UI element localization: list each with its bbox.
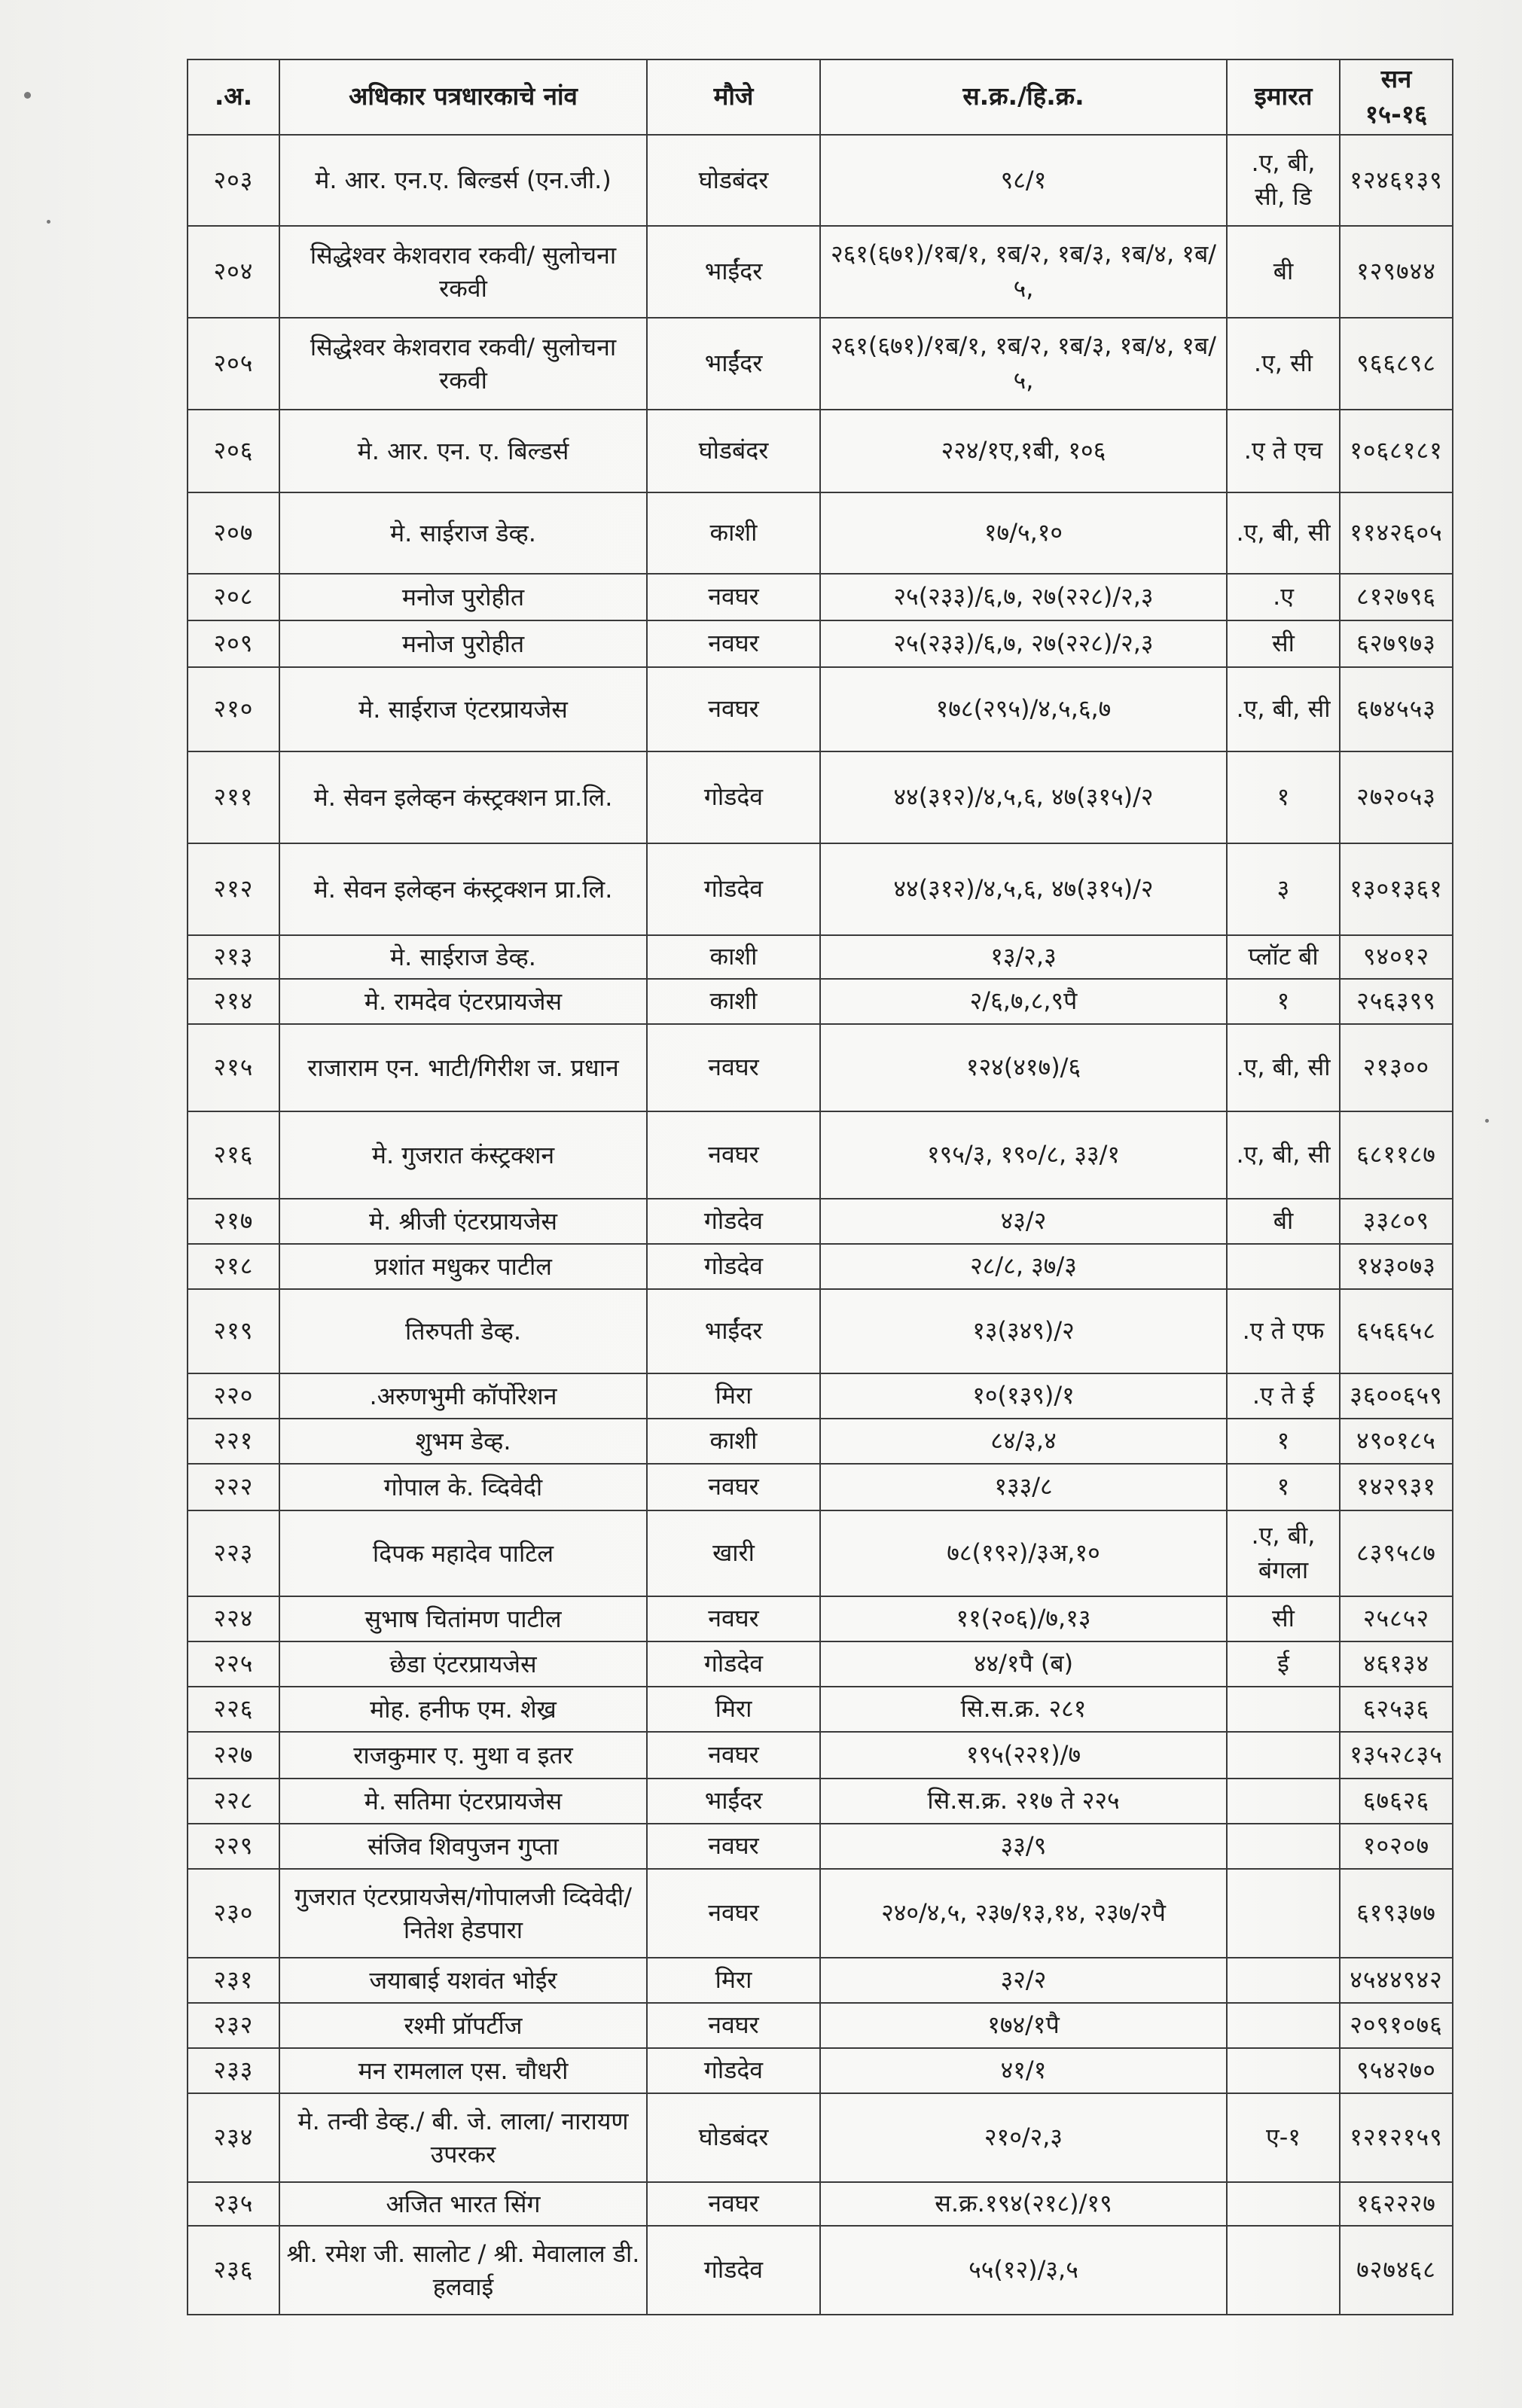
cell-building: १ bbox=[1227, 1419, 1340, 1464]
cell-serial: २१९ bbox=[188, 1289, 279, 1373]
cell-year-value: २७२०५३ bbox=[1340, 751, 1453, 843]
cell-building: १ bbox=[1227, 1464, 1340, 1510]
header-holder-name: अधिकार पत्रधारकाचे नांव bbox=[279, 59, 647, 135]
cell-holder-name: मोह. हनीफ एम. शेख्र bbox=[279, 1687, 647, 1732]
cell-survey-number: ३३/९ bbox=[820, 1824, 1227, 1869]
table-row bbox=[188, 1244, 1453, 1289]
cell-holder-name: मे. श्रीजी एंटरप्रायजेस bbox=[279, 1199, 647, 1244]
table-row bbox=[188, 226, 1453, 318]
cell-village: घोडबंदर bbox=[647, 410, 820, 492]
table-row bbox=[188, 1641, 1453, 1687]
cell-year-value: २५८५२ bbox=[1340, 1596, 1453, 1641]
table-row bbox=[188, 1958, 1453, 2003]
cell-village: काशी bbox=[647, 979, 820, 1024]
cell-year-value: २०९१०७६ bbox=[1340, 2003, 1453, 2048]
cell-survey-number: १३(३४९)/२ bbox=[820, 1289, 1227, 1373]
cell-year-value: ९५४२७० bbox=[1340, 2048, 1453, 2093]
cell-holder-name: गुजरात एंटरप्रायजेस/गोपालजी व्दिवेदी/नितेश हेडपारा bbox=[279, 1869, 647, 1958]
cell-survey-number: ४४(३१२)/४,५,६, ४७(३१५)/२ bbox=[820, 843, 1227, 935]
cell-building: सी bbox=[1227, 620, 1340, 667]
cell-building bbox=[1227, 2226, 1340, 2315]
cell-survey-number: १७८(२९५)/४,५,६,७ bbox=[820, 667, 1227, 751]
cell-survey-number: १३३/८ bbox=[820, 1464, 1227, 1510]
cell-holder-name: मे. साईराज डेव्ह. bbox=[279, 492, 647, 574]
cell-survey-number: १९५/३, १९०/८, ३३/१ bbox=[820, 1111, 1227, 1199]
cell-building bbox=[1227, 2182, 1340, 2226]
cell-holder-name: जयाबाई यशवंत भोईर bbox=[279, 1958, 647, 2003]
cell-building: .ए ते एफ bbox=[1227, 1289, 1340, 1373]
cell-survey-number: सि.स.क्र. २८१ bbox=[820, 1687, 1227, 1732]
table-row bbox=[188, 1824, 1453, 1869]
cell-building: बी bbox=[1227, 1199, 1340, 1244]
cell-holder-name: .अरुणभुमी कॉर्पोरेशन bbox=[279, 1373, 647, 1419]
cell-year-value: ६१९३७७ bbox=[1340, 1869, 1453, 1958]
cell-year-value: १४२९३१ bbox=[1340, 1464, 1453, 1510]
cell-serial: २१७ bbox=[188, 1199, 279, 1244]
cell-serial: २०६ bbox=[188, 410, 279, 492]
cell-holder-name: संजिव शिवपुजन गुप्ता bbox=[279, 1824, 647, 1869]
table-row bbox=[188, 2182, 1453, 2226]
cell-building bbox=[1227, 1244, 1340, 1289]
cell-survey-number: ८४/३,४ bbox=[820, 1419, 1227, 1464]
cell-building: ई bbox=[1227, 1641, 1340, 1687]
permission-holders-table bbox=[187, 59, 1453, 2315]
cell-serial: २३५ bbox=[188, 2182, 279, 2226]
table-row bbox=[188, 574, 1453, 620]
cell-holder-name: मे. आर. एन.ए. बिल्डर्स (एन.जी.) bbox=[279, 135, 647, 226]
table-row bbox=[188, 1687, 1453, 1732]
cell-serial: २०८ bbox=[188, 574, 279, 620]
table-row bbox=[188, 1111, 1453, 1199]
cell-building: .ए, बी, सी bbox=[1227, 492, 1340, 574]
cell-survey-number: २२४/१ए,१बी, १०६ bbox=[820, 410, 1227, 492]
cell-year-value: १२४६१३९ bbox=[1340, 135, 1453, 226]
cell-building: .ए ते एच bbox=[1227, 410, 1340, 492]
cell-building: .ए, बी, सी bbox=[1227, 1024, 1340, 1111]
cell-building: ३ bbox=[1227, 843, 1340, 935]
table-row bbox=[188, 843, 1453, 935]
table-row bbox=[188, 1373, 1453, 1419]
cell-survey-number: १७४/१पै bbox=[820, 2003, 1227, 2048]
cell-holder-name: श्री. रमेश जी. सालोट / श्री. मेवालाल डी. हलवाई bbox=[279, 2226, 647, 2315]
table-row bbox=[188, 1024, 1453, 1111]
cell-village: नवघर bbox=[647, 2003, 820, 2048]
cell-serial: २१८ bbox=[188, 1244, 279, 1289]
header-row bbox=[188, 59, 1453, 135]
cell-village: नवघर bbox=[647, 2182, 820, 2226]
table-row bbox=[188, 2048, 1453, 2093]
cell-holder-name: मे. सेवन इलेव्हन कंस्ट्रक्शन प्रा.लि. bbox=[279, 843, 647, 935]
cell-survey-number: सि.स.क्र. २१७ ते २२५ bbox=[820, 1779, 1227, 1824]
cell-holder-name: मे. साईराज एंटरप्रायजेस bbox=[279, 667, 647, 751]
cell-village: नवघर bbox=[647, 1824, 820, 1869]
cell-building: .ए, बी, बंगला bbox=[1227, 1510, 1340, 1596]
table-row bbox=[188, 135, 1453, 226]
cell-serial: २०७ bbox=[188, 492, 279, 574]
cell-serial: २१३ bbox=[188, 935, 279, 979]
cell-holder-name: मे. सेवन इलेव्हन कंस्ट्रक्शन प्रा.लि. bbox=[279, 751, 647, 843]
cell-year-value: १६२२२७ bbox=[1340, 2182, 1453, 2226]
cell-building bbox=[1227, 1824, 1340, 1869]
cell-building: प्लॉट बी bbox=[1227, 935, 1340, 979]
cell-survey-number: ४१/१ bbox=[820, 2048, 1227, 2093]
cell-year-value: २५६३९९ bbox=[1340, 979, 1453, 1024]
cell-serial: २०९ bbox=[188, 620, 279, 667]
cell-holder-name: राजकुमार ए. मुथा व इतर bbox=[279, 1732, 647, 1779]
table-row bbox=[188, 492, 1453, 574]
cell-serial: २२५ bbox=[188, 1641, 279, 1687]
cell-holder-name: मे. आर. एन. ए. बिल्डर्स bbox=[279, 410, 647, 492]
cell-building: .ए, बी, सी bbox=[1227, 667, 1340, 751]
cell-survey-number: स.क्र.१९४(२१८)/१९ bbox=[820, 2182, 1227, 2226]
cell-serial: २१५ bbox=[188, 1024, 279, 1111]
cell-survey-number: ५५(१२)/३,५ bbox=[820, 2226, 1227, 2315]
scan-speck bbox=[47, 220, 50, 224]
cell-village: घोडबंदर bbox=[647, 2093, 820, 2182]
cell-serial: २२८ bbox=[188, 1779, 279, 1824]
cell-year-value: १०६८१८१ bbox=[1340, 410, 1453, 492]
cell-serial: २३० bbox=[188, 1869, 279, 1958]
cell-village: भाईंदर bbox=[647, 318, 820, 410]
cell-survey-number: १७/५,१० bbox=[820, 492, 1227, 574]
table-row bbox=[188, 2093, 1453, 2182]
header-survey-number: स.क्र./हि.क्र. bbox=[820, 59, 1227, 135]
cell-serial: २२७ bbox=[188, 1732, 279, 1779]
table-row bbox=[188, 620, 1453, 667]
cell-survey-number: २१०/२,३ bbox=[820, 2093, 1227, 2182]
cell-village: नवघर bbox=[647, 1111, 820, 1199]
cell-year-value: १२१२१५९ bbox=[1340, 2093, 1453, 2182]
cell-serial: २१६ bbox=[188, 1111, 279, 1199]
cell-serial: २३१ bbox=[188, 1958, 279, 2003]
cell-village: भाईंदर bbox=[647, 226, 820, 318]
cell-building: सी bbox=[1227, 1596, 1340, 1641]
cell-year-value: ६५६६५८ bbox=[1340, 1289, 1453, 1373]
cell-building: ए-१ bbox=[1227, 2093, 1340, 2182]
cell-serial: २१२ bbox=[188, 843, 279, 935]
cell-building bbox=[1227, 1779, 1340, 1824]
cell-serial: २०५ bbox=[188, 318, 279, 410]
cell-holder-name: दिपक महादेव पाटिल bbox=[279, 1510, 647, 1596]
cell-holder-name: छेडा एंटरप्रायजेस bbox=[279, 1641, 647, 1687]
cell-year-value: १०२०७ bbox=[1340, 1824, 1453, 1869]
cell-building: .ए, बी, सी bbox=[1227, 1111, 1340, 1199]
cell-holder-name: शुभम डेव्ह. bbox=[279, 1419, 647, 1464]
table-row bbox=[188, 318, 1453, 410]
cell-village: गोडदेव bbox=[647, 1244, 820, 1289]
cell-year-value: ७२७४६८ bbox=[1340, 2226, 1453, 2315]
cell-year-value: १४३०७३ bbox=[1340, 1244, 1453, 1289]
cell-building bbox=[1227, 1869, 1340, 1958]
cell-year-value: ८३९५८७ bbox=[1340, 1510, 1453, 1596]
table-row bbox=[188, 1732, 1453, 1779]
cell-survey-number: ४३/२ bbox=[820, 1199, 1227, 1244]
cell-holder-name: मनोज पुरोहीत bbox=[279, 574, 647, 620]
cell-serial: २२६ bbox=[188, 1687, 279, 1732]
cell-holder-name: मे. तन्वी डेव्ह./ बी. जे. लाला/ नारायण उपरकर bbox=[279, 2093, 647, 2182]
cell-holder-name: सिद्धेश्वर केशवराव रकवी/ सुलोचना रकवी bbox=[279, 226, 647, 318]
cell-holder-name: मे. रामदेव एंटरप्रायजेस bbox=[279, 979, 647, 1024]
cell-village: गोडदेव bbox=[647, 1641, 820, 1687]
table-row bbox=[188, 751, 1453, 843]
cell-survey-number: ३२/२ bbox=[820, 1958, 1227, 2003]
cell-village: नवघर bbox=[647, 620, 820, 667]
table-row bbox=[188, 1464, 1453, 1510]
cell-building bbox=[1227, 1687, 1340, 1732]
scan-speck bbox=[1485, 1119, 1489, 1123]
table-row bbox=[188, 1779, 1453, 1824]
cell-village: नवघर bbox=[647, 667, 820, 751]
cell-year-value: ६७४५५३ bbox=[1340, 667, 1453, 751]
cell-village: खारी bbox=[647, 1510, 820, 1596]
cell-holder-name: मे. सतिमा एंटरप्रायजेस bbox=[279, 1779, 647, 1824]
table-row bbox=[188, 1596, 1453, 1641]
cell-village: नवघर bbox=[647, 1464, 820, 1510]
cell-building: .ए, बी, सी, डि bbox=[1227, 135, 1340, 226]
table-row bbox=[188, 979, 1453, 1024]
cell-year-value: २१३०० bbox=[1340, 1024, 1453, 1111]
cell-building: .ए, सी bbox=[1227, 318, 1340, 410]
cell-year-value: ३३८०९ bbox=[1340, 1199, 1453, 1244]
cell-serial: २३२ bbox=[188, 2003, 279, 2048]
cell-survey-number: ४४(३१२)/४,५,६, ४७(३१५)/२ bbox=[820, 751, 1227, 843]
cell-survey-number: ७८(१९२)/३अ,१० bbox=[820, 1510, 1227, 1596]
cell-year-value: ११४२६०५ bbox=[1340, 492, 1453, 574]
cell-survey-number: २६१(६७१)/१ब/१, १ब/२, १ब/३, १ब/४, १ब/५, bbox=[820, 318, 1227, 410]
cell-survey-number: ११(२०६)/७,१३ bbox=[820, 1596, 1227, 1641]
cell-survey-number: १२४(४१७)/६ bbox=[820, 1024, 1227, 1111]
cell-year-value: ४९०१८५ bbox=[1340, 1419, 1453, 1464]
cell-village: गोडदेव bbox=[647, 751, 820, 843]
cell-survey-number: २५(२३३)/६,७, २७(२२८)/२,३ bbox=[820, 620, 1227, 667]
cell-survey-number: १०(१३९)/१ bbox=[820, 1373, 1227, 1419]
cell-holder-name: सिद्धेश्वर केशवराव रकवी/ सुलोचना रकवी bbox=[279, 318, 647, 410]
cell-serial: २२९ bbox=[188, 1824, 279, 1869]
cell-holder-name: मे. साईराज डेव्ह. bbox=[279, 935, 647, 979]
cell-serial: २२० bbox=[188, 1373, 279, 1419]
header-building: इमारत bbox=[1227, 59, 1340, 135]
cell-survey-number: १९५(२२१)/७ bbox=[820, 1732, 1227, 1779]
cell-building: .ए ते ई bbox=[1227, 1373, 1340, 1419]
header-year: सन १५-१६ bbox=[1340, 59, 1453, 135]
header-serial: .अ. bbox=[188, 59, 279, 135]
table-row bbox=[188, 410, 1453, 492]
cell-serial: २३३ bbox=[188, 2048, 279, 2093]
cell-survey-number: १३/२,३ bbox=[820, 935, 1227, 979]
table-row bbox=[188, 2226, 1453, 2315]
table-row bbox=[188, 1289, 1453, 1373]
cell-holder-name: मन रामलाल एस. चौधरी bbox=[279, 2048, 647, 2093]
table-row bbox=[188, 667, 1453, 751]
cell-village: नवघर bbox=[647, 574, 820, 620]
cell-survey-number: २६१(६७१)/१ब/१, १ब/२, १ब/३, १ब/४, १ब/५, bbox=[820, 226, 1227, 318]
cell-building: १ bbox=[1227, 751, 1340, 843]
cell-serial: २१४ bbox=[188, 979, 279, 1024]
cell-village: भाईंदर bbox=[647, 1779, 820, 1824]
cell-building: १ bbox=[1227, 979, 1340, 1024]
cell-building bbox=[1227, 1958, 1340, 2003]
cell-year-value: ९६६८९८ bbox=[1340, 318, 1453, 410]
cell-village: गोडदेव bbox=[647, 843, 820, 935]
cell-year-value: ८१२७९६ bbox=[1340, 574, 1453, 620]
cell-serial: २१० bbox=[188, 667, 279, 751]
cell-village: काशी bbox=[647, 492, 820, 574]
cell-village: मिरा bbox=[647, 1687, 820, 1732]
cell-survey-number: ४४/१पै (ब) bbox=[820, 1641, 1227, 1687]
cell-serial: २३४ bbox=[188, 2093, 279, 2182]
cell-year-value: ६७६२६ bbox=[1340, 1779, 1453, 1824]
cell-year-value: ३६००६५९ bbox=[1340, 1373, 1453, 1419]
table-row bbox=[188, 935, 1453, 979]
table-row bbox=[188, 1869, 1453, 1958]
cell-year-value: ६८११८७ bbox=[1340, 1111, 1453, 1199]
cell-village: नवघर bbox=[647, 1732, 820, 1779]
cell-year-value: १३०१३६१ bbox=[1340, 843, 1453, 935]
cell-holder-name: रश्मी प्रॉपर्टीज bbox=[279, 2003, 647, 2048]
cell-holder-name: राजाराम एन. भाटी/गिरीश ज. प्रधान bbox=[279, 1024, 647, 1111]
cell-village: मिरा bbox=[647, 1373, 820, 1419]
cell-survey-number: २४०/४,५, २३७/१३,१४, २३७/२पै bbox=[820, 1869, 1227, 1958]
cell-holder-name: तिरुपती डेव्ह. bbox=[279, 1289, 647, 1373]
cell-village: काशी bbox=[647, 935, 820, 979]
cell-survey-number: २८/८, ३७/३ bbox=[820, 1244, 1227, 1289]
cell-serial: २२३ bbox=[188, 1510, 279, 1596]
cell-year-value: ४६१३४ bbox=[1340, 1641, 1453, 1687]
cell-serial: २११ bbox=[188, 751, 279, 843]
cell-holder-name: मे. गुजरात कंस्ट्रक्शन bbox=[279, 1111, 647, 1199]
header-village: मौजे bbox=[647, 59, 820, 135]
table-row bbox=[188, 1419, 1453, 1464]
cell-serial: २०४ bbox=[188, 226, 279, 318]
cell-year-value: ६२७९७३ bbox=[1340, 620, 1453, 667]
table-row bbox=[188, 2003, 1453, 2048]
cell-year-value: ६२५३६ bbox=[1340, 1687, 1453, 1732]
cell-village: नवघर bbox=[647, 1024, 820, 1111]
cell-building: बी bbox=[1227, 226, 1340, 318]
cell-village: मिरा bbox=[647, 1958, 820, 2003]
cell-village: काशी bbox=[647, 1419, 820, 1464]
cell-serial: २२१ bbox=[188, 1419, 279, 1464]
cell-serial: २२२ bbox=[188, 1464, 279, 1510]
cell-survey-number: २५(२३३)/६,७, २७(२२८)/२,३ bbox=[820, 574, 1227, 620]
cell-holder-name: गोपाल के. व्दिवेदी bbox=[279, 1464, 647, 1510]
table-row bbox=[188, 1199, 1453, 1244]
cell-building bbox=[1227, 1732, 1340, 1779]
scan-speck bbox=[24, 92, 31, 99]
cell-survey-number: ९८/१ bbox=[820, 135, 1227, 226]
cell-year-value: ४५४४९४२ bbox=[1340, 1958, 1453, 2003]
cell-serial: २२४ bbox=[188, 1596, 279, 1641]
cell-building bbox=[1227, 2003, 1340, 2048]
table-row bbox=[188, 1510, 1453, 1596]
cell-building bbox=[1227, 2048, 1340, 2093]
cell-holder-name: अजित भारत सिंग bbox=[279, 2182, 647, 2226]
cell-survey-number: २/६,७,८,९पै bbox=[820, 979, 1227, 1024]
cell-holder-name: सुभाष चितांमण पाटील bbox=[279, 1596, 647, 1641]
cell-village: गोडदेव bbox=[647, 1199, 820, 1244]
cell-village: नवघर bbox=[647, 1596, 820, 1641]
cell-holder-name: प्रशांत मधुकर पाटील bbox=[279, 1244, 647, 1289]
cell-serial: २३६ bbox=[188, 2226, 279, 2315]
cell-holder-name: मनोज पुरोहीत bbox=[279, 620, 647, 667]
cell-village: घोडबंदर bbox=[647, 135, 820, 226]
cell-serial: २०३ bbox=[188, 135, 279, 226]
cell-year-value: १२९७४४ bbox=[1340, 226, 1453, 318]
cell-year-value: ९४०१२ bbox=[1340, 935, 1453, 979]
cell-village: गोडदेव bbox=[647, 2226, 820, 2315]
cell-building: .ए bbox=[1227, 574, 1340, 620]
cell-village: भाईंदर bbox=[647, 1289, 820, 1373]
cell-year-value: १३५२८३५ bbox=[1340, 1732, 1453, 1779]
cell-village: गोडदेव bbox=[647, 2048, 820, 2093]
cell-village: नवघर bbox=[647, 1869, 820, 1958]
